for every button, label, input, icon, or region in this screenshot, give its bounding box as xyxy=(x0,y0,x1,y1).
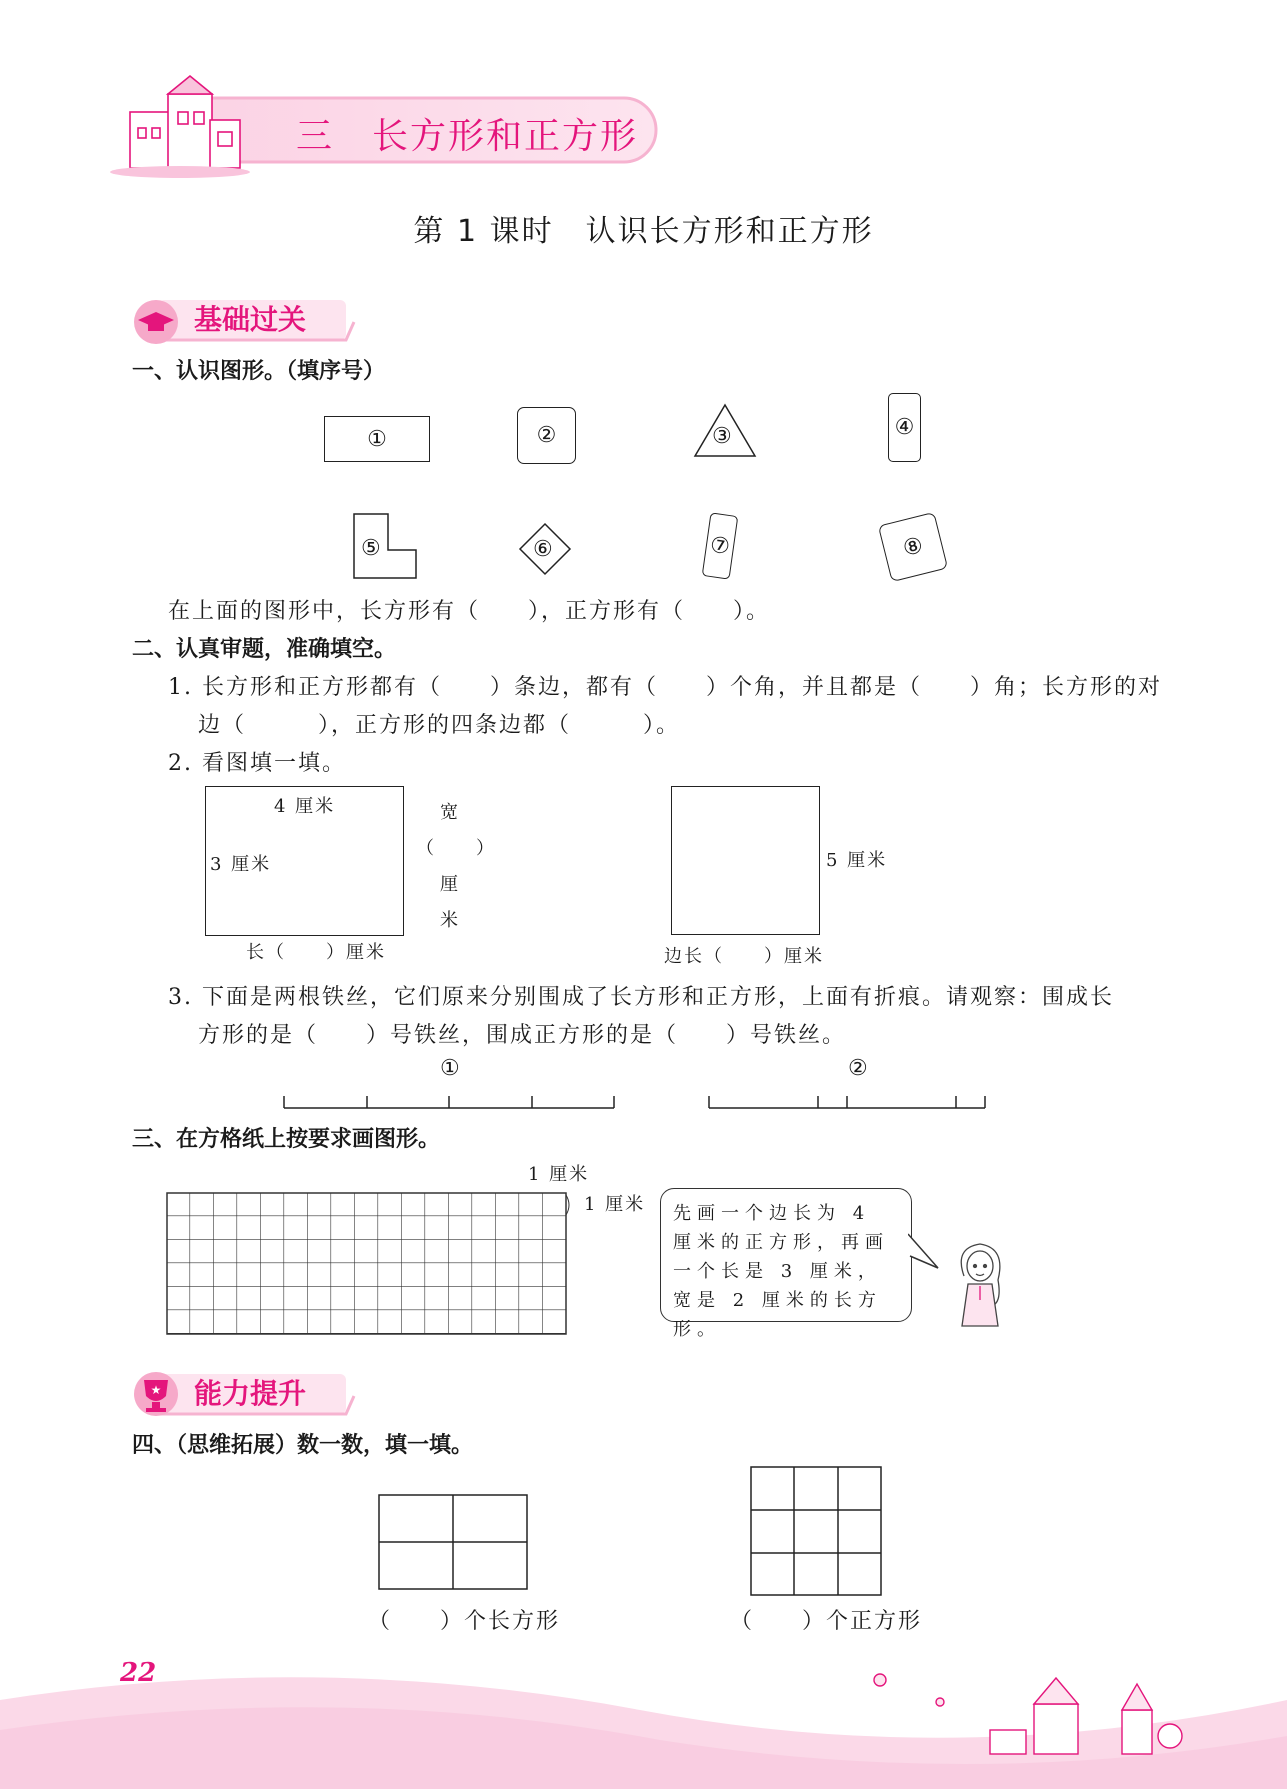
speech-bubble: 先画一个边长为 4 厘米的正方形，再画一个长是 3 厘米，宽是 2 厘米的长方形。 xyxy=(660,1188,912,1322)
q2-item3-line2: 方形的是（ ）号铁丝，围成正方形的是（ ）号铁丝。 xyxy=(198,1023,847,1048)
q3-heading: 三、在方格纸上按要求画图形。 xyxy=(132,1127,441,1152)
q1-heading: 一、认识图形。（填序号） xyxy=(132,359,386,384)
q2-item1-line1: 1. 长方形和正方形都有（ ）条边，都有（ ）个角，并且都是（ ）角；长方形的对 xyxy=(168,675,1162,700)
rect-left-label: 3 厘米 xyxy=(210,854,272,875)
castle-icon xyxy=(110,76,250,178)
rect-width-label-2: （ ） xyxy=(416,838,496,859)
rect-width-label-1: 宽 xyxy=(440,802,460,823)
shape-5-label: ⑤ xyxy=(361,536,381,561)
wire-2-label: ② xyxy=(848,1056,868,1081)
wires-figure xyxy=(280,1090,1000,1114)
unit-side-label: 1 厘米 xyxy=(584,1194,646,1215)
rect-width-label-3: 厘 xyxy=(440,874,460,895)
lesson-title: 第 1 课时 认识长方形和正方形 xyxy=(413,214,874,249)
trophy-icon xyxy=(134,1372,178,1416)
rect-width-label-4: 米 xyxy=(440,910,460,931)
chapter-number: 三 xyxy=(296,116,335,157)
q2-item2: 2. 看图填一填。 xyxy=(168,751,346,776)
shape-6-label: ⑥ xyxy=(533,537,553,562)
q4-caption-rectangles: （ ）个长方形 xyxy=(368,1609,561,1634)
q2-heading: 二、认真审题，准确填空。 xyxy=(132,637,397,662)
figure-2x2-rectangles xyxy=(378,1494,530,1592)
footer-wave xyxy=(0,1640,1287,1789)
graduation-cap-icon xyxy=(134,300,178,344)
square-side-label: 5 厘米 xyxy=(826,850,888,871)
q2-item3-line1: 3. 下面是两根铁丝，它们原来分别围成了长方形和正方形，上面有折痕。请观察：围成长 xyxy=(168,985,1114,1010)
shape-2-rounded-square: ② xyxy=(517,407,576,464)
page-number: 22 xyxy=(120,1658,157,1688)
section-label-basic: 基础过关 xyxy=(194,303,307,336)
shape-7-tilted-rectangle: ⑦ xyxy=(702,512,739,579)
shape-1-rectangle: ① xyxy=(324,416,430,462)
shape-8-tilted-square: ⑧ xyxy=(878,512,948,582)
figure-square xyxy=(671,786,820,935)
chapter-title xyxy=(296,108,638,159)
rect-bottom-label: 长（ ）厘米 xyxy=(246,942,386,963)
chapter-name: 长方形和正方形 xyxy=(372,116,639,157)
svg-text:★: ★ xyxy=(150,1383,162,1397)
unit-top-label: 1 厘米 xyxy=(528,1164,590,1185)
square-bottom-label: 边长（ ）厘米 xyxy=(664,946,824,967)
girl-illustration xyxy=(946,1236,1014,1330)
section-label-ability: 能力提升 xyxy=(194,1377,307,1410)
q2-item1-line2: 边（ ），正方形的四条边都（ ）。 xyxy=(198,713,681,738)
shape-3-label: ③ xyxy=(712,424,732,449)
q4-heading: 四、（思维拓展）数一数，填一填。 xyxy=(132,1433,474,1458)
q4-caption-squares: （ ）个正方形 xyxy=(730,1609,923,1634)
wire-1-label: ① xyxy=(440,1056,460,1081)
shape-4-tall-rectangle: ④ xyxy=(888,393,921,462)
figure-3x3-squares xyxy=(750,1466,884,1598)
girl-icon xyxy=(961,1244,1000,1326)
q1-answer-line: 在上面的图形中，长方形有（ ），正方形有（ ）。 xyxy=(168,599,771,624)
grid-paper[interactable] xyxy=(166,1192,572,1338)
rect-top-label: 4 厘米 xyxy=(274,796,336,817)
speech-tail xyxy=(908,1232,942,1272)
